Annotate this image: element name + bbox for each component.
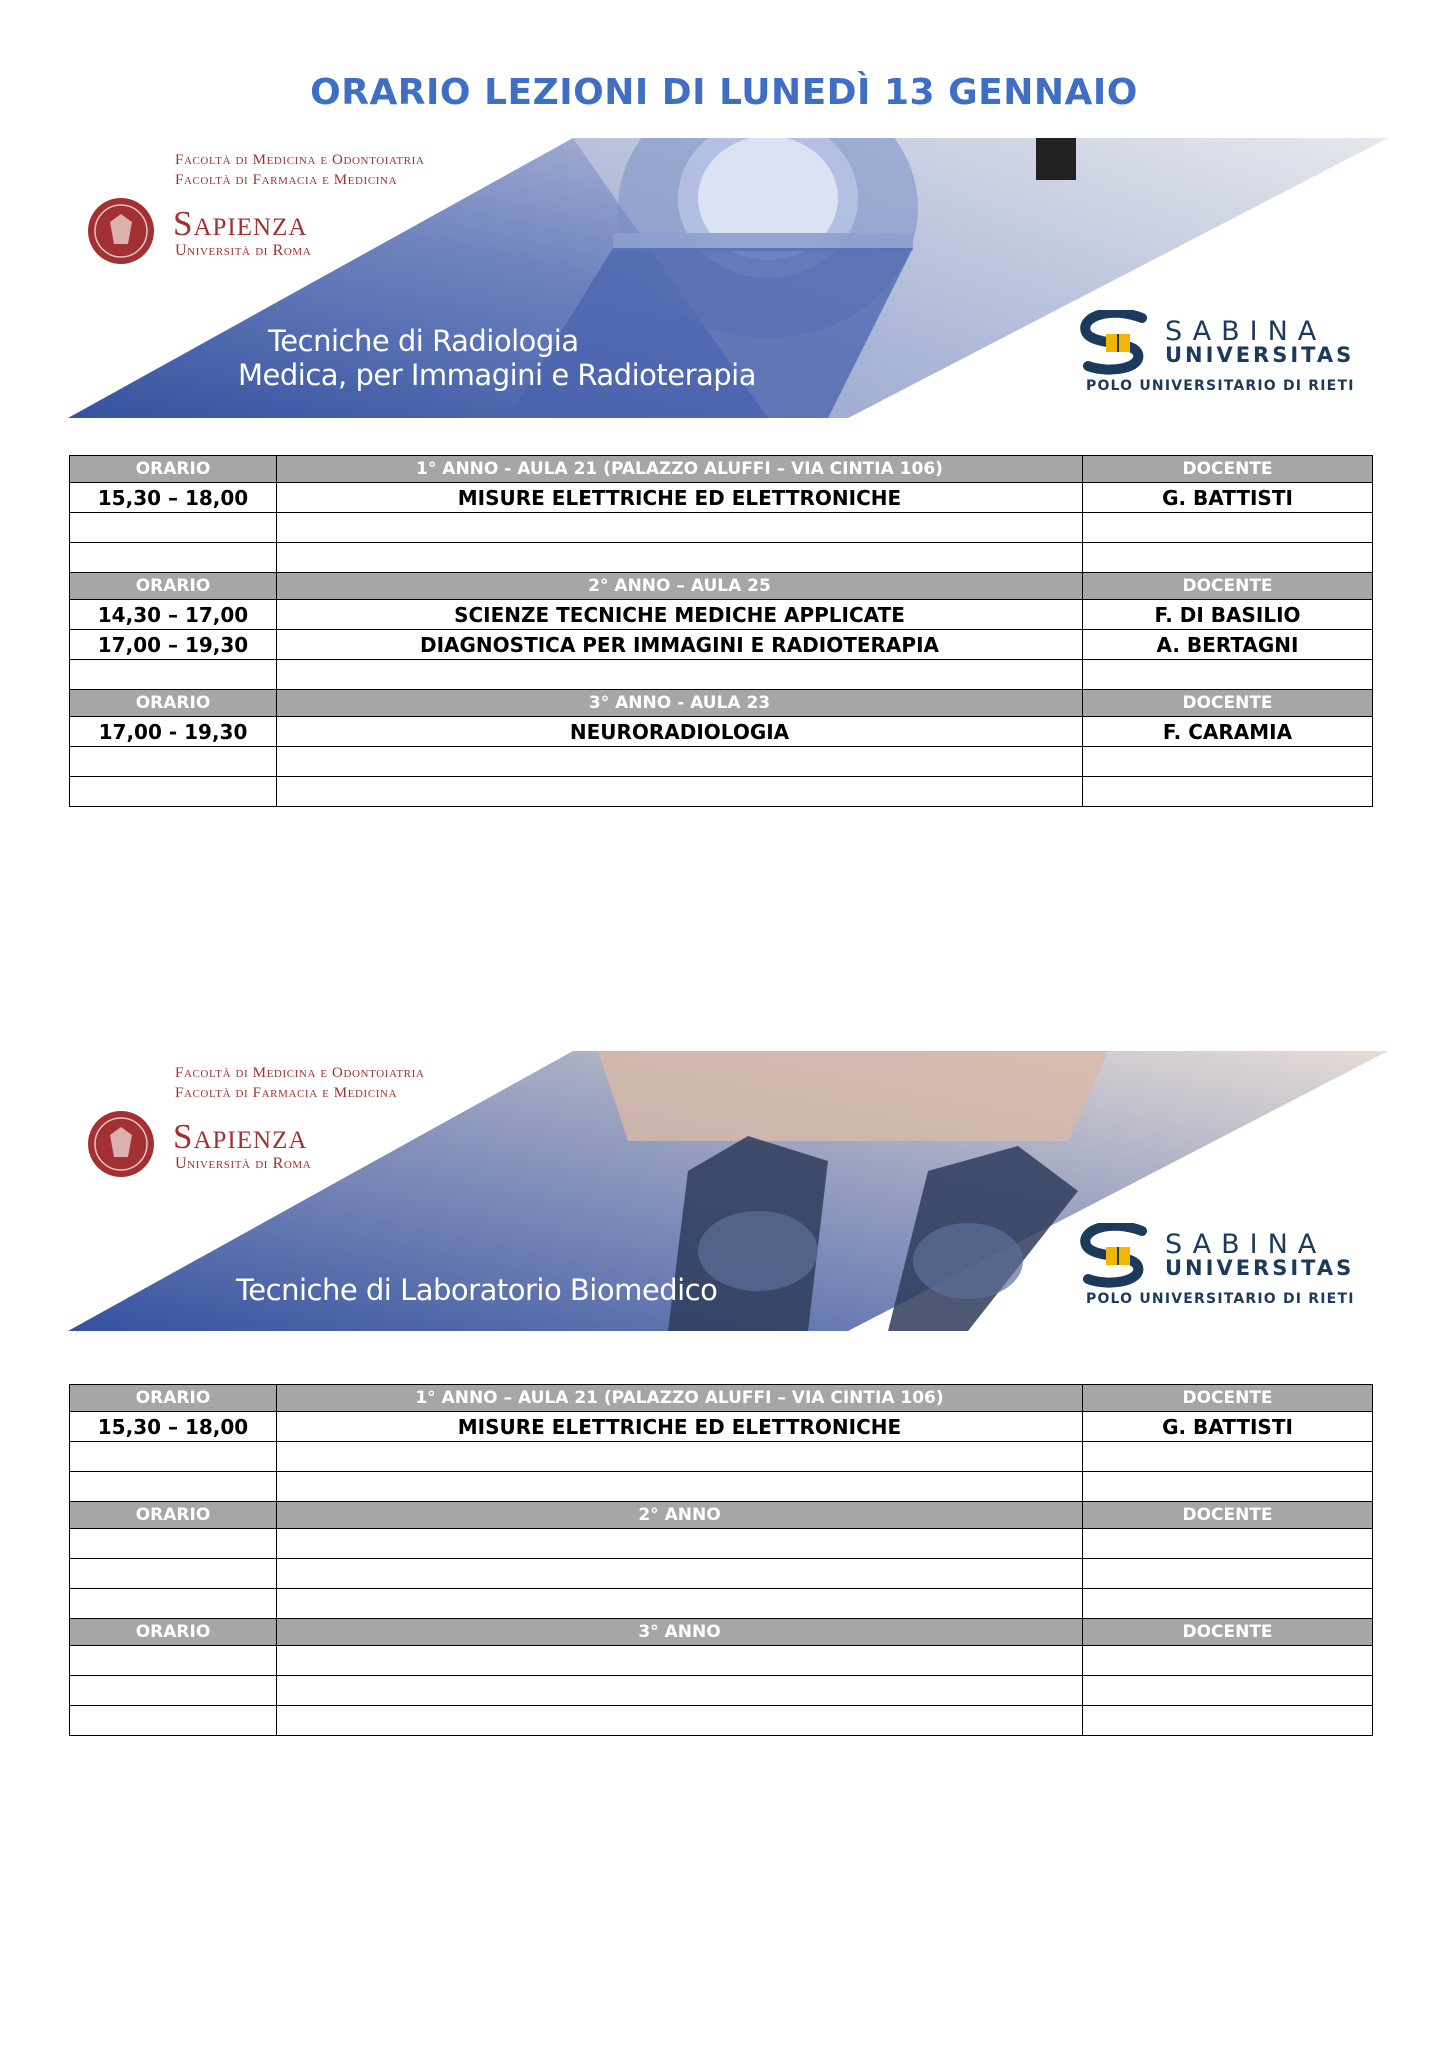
time-cell	[70, 1472, 277, 1502]
time-cell: 15,30 – 18,00	[70, 1412, 277, 1442]
faculty-line-2: Facoltà di Farmacia e Medicina	[175, 172, 398, 188]
teacher-cell	[1083, 777, 1373, 807]
header-cell: ORARIO	[70, 690, 277, 717]
teacher-cell: G. BATTISTI	[1083, 483, 1373, 513]
page-title: ORARIO LEZIONI DI LUNEDÌ 13 GENNAIO	[310, 72, 1138, 113]
teacher-cell	[1083, 543, 1373, 573]
course-cell: NEURORADIOLOGIA	[277, 717, 1083, 747]
teacher-cell	[1083, 660, 1373, 690]
header-cell: 3° ANNO	[277, 1619, 1083, 1646]
teacher-cell	[1083, 1472, 1373, 1502]
schedule-table-laboratorio	[69, 1384, 1373, 1736]
partner-word-1: SABINA	[1165, 1229, 1327, 1260]
course-cell	[277, 1589, 1083, 1619]
table-header-row	[70, 690, 1373, 717]
table-row	[70, 1412, 1373, 1442]
header-cell: ORARIO	[70, 1619, 277, 1646]
time-cell: 15,30 – 18,00	[70, 483, 277, 513]
course-cell: MISURE ELETTRICHE ED ELETTRONICHE	[277, 483, 1083, 513]
table-row	[70, 1646, 1373, 1676]
table-row	[70, 747, 1373, 777]
table-row	[70, 600, 1373, 630]
sabina-logo-icon	[1072, 310, 1162, 376]
table-row	[70, 1442, 1373, 1472]
partner-word-2: UNIVERSITAS	[1165, 343, 1355, 367]
table-header-row	[70, 1385, 1373, 1412]
teacher-cell: G. BATTISTI	[1083, 1412, 1373, 1442]
time-cell	[70, 513, 277, 543]
time-cell	[70, 1529, 277, 1559]
header-cell: ORARIO	[70, 456, 277, 483]
table-row	[70, 543, 1373, 573]
time-cell	[70, 1676, 277, 1706]
teacher-cell	[1083, 1706, 1373, 1736]
teacher-cell	[1083, 1646, 1373, 1676]
table-row	[70, 513, 1373, 543]
time-cell: 14,30 – 17,00	[70, 600, 277, 630]
course-cell	[277, 1529, 1083, 1559]
faculty-line-2: Facoltà di Farmacia e Medicina	[175, 1085, 398, 1101]
faculty-line-1: Facoltà di Medicina e Odontoiatria	[175, 152, 425, 168]
course-cell	[277, 1472, 1083, 1502]
course-cell: DIAGNOSTICA PER IMMAGINI E RADIOTERAPIA	[277, 630, 1083, 660]
header-cell: DOCENTE	[1083, 456, 1373, 483]
header-cell: 2° ANNO – AULA 25	[277, 573, 1083, 600]
table-row	[70, 1676, 1373, 1706]
table-row	[70, 1706, 1373, 1736]
course-cell: MISURE ELETTRICHE ED ELETTRONICHE	[277, 1412, 1083, 1442]
university-name: Sapienza	[173, 204, 308, 243]
teacher-cell	[1083, 1676, 1373, 1706]
teacher-cell: A. BERTAGNI	[1083, 630, 1373, 660]
course-cell: SCIENZE TECNICHE MEDICHE APPLICATE	[277, 600, 1083, 630]
header-cell: DOCENTE	[1083, 690, 1373, 717]
course-cell	[277, 543, 1083, 573]
schedule-table-radiologia	[69, 455, 1373, 807]
course-cell	[277, 1646, 1083, 1676]
time-cell: 17,00 – 19,30	[70, 630, 277, 660]
header-cell: DOCENTE	[1083, 1385, 1373, 1412]
banner-radiologia	[68, 138, 1388, 418]
course-cell	[277, 777, 1083, 807]
table-row	[70, 1529, 1373, 1559]
table-header-row	[70, 456, 1373, 483]
teacher-cell	[1083, 1559, 1373, 1589]
header-cell: 3° ANNO - AULA 23	[277, 690, 1083, 717]
table-row	[70, 630, 1373, 660]
time-cell	[70, 543, 277, 573]
table-row	[70, 1472, 1373, 1502]
header-cell: 1° ANNO - AULA 21 (PALAZZO ALUFFI – VIA CINTIA 106)	[277, 456, 1083, 483]
sapienza-seal-icon	[86, 1105, 156, 1183]
teacher-cell	[1083, 1442, 1373, 1472]
header-cell: 2° ANNO	[277, 1502, 1083, 1529]
header-cell: ORARIO	[70, 573, 277, 600]
time-cell	[70, 777, 277, 807]
time-cell	[70, 1442, 277, 1472]
table-row	[70, 1589, 1373, 1619]
table-row	[70, 483, 1373, 513]
teacher-cell	[1083, 513, 1373, 543]
banner-laboratorio	[68, 1051, 1388, 1331]
table-row	[70, 1559, 1373, 1589]
course-cell	[277, 747, 1083, 777]
table-header-row	[70, 573, 1373, 600]
time-cell	[70, 1706, 277, 1736]
teacher-cell	[1083, 1589, 1373, 1619]
table-row	[70, 660, 1373, 690]
course-cell	[277, 1442, 1083, 1472]
time-cell: 17,00 - 19,30	[70, 717, 277, 747]
teacher-cell	[1083, 747, 1373, 777]
time-cell	[70, 1646, 277, 1676]
header-cell: DOCENTE	[1083, 1619, 1373, 1646]
header-cell: ORARIO	[70, 1385, 277, 1412]
header-cell: 1° ANNO – AULA 21 (PALAZZO ALUFFI – VIA CINTIA 106)	[277, 1385, 1083, 1412]
sapienza-seal-icon	[86, 192, 156, 270]
course-cell	[277, 513, 1083, 543]
course-cell	[277, 1706, 1083, 1736]
course-title-line-2: Medica, per Immagini e Radioterapia	[238, 358, 757, 392]
table-row	[70, 717, 1373, 747]
course-cell	[277, 1676, 1083, 1706]
table-header-row	[70, 1619, 1373, 1646]
partner-word-2: UNIVERSITAS	[1165, 1256, 1355, 1280]
partner-subtitle: POLO UNIVERSITARIO DI RIETI	[1086, 1291, 1355, 1307]
header-cell: ORARIO	[70, 1502, 277, 1529]
partner-word-1: SABINA	[1165, 316, 1327, 347]
course-title-line-1: Tecniche di Radiologia	[268, 324, 579, 358]
teacher-cell: F. DI BASILIO	[1083, 600, 1373, 630]
university-subtitle: Università di Roma	[175, 1155, 312, 1172]
course-title-line-1: Tecniche di Laboratorio Biomedico	[236, 1273, 718, 1307]
course-cell	[277, 660, 1083, 690]
teacher-cell	[1083, 1529, 1373, 1559]
time-cell	[70, 1559, 277, 1589]
sabina-logo-icon	[1072, 1223, 1162, 1289]
time-cell	[70, 660, 277, 690]
table-header-row	[70, 1502, 1373, 1529]
university-subtitle: Università di Roma	[175, 242, 312, 259]
faculty-line-1: Facoltà di Medicina e Odontoiatria	[175, 1065, 425, 1081]
teacher-cell: F. CARAMIA	[1083, 717, 1373, 747]
university-name: Sapienza	[173, 1117, 308, 1156]
header-cell: DOCENTE	[1083, 1502, 1373, 1529]
course-cell	[277, 1559, 1083, 1589]
table-row	[70, 777, 1373, 807]
header-cell: DOCENTE	[1083, 573, 1373, 600]
time-cell	[70, 1589, 277, 1619]
partner-subtitle: POLO UNIVERSITARIO DI RIETI	[1086, 378, 1355, 394]
time-cell	[70, 747, 277, 777]
